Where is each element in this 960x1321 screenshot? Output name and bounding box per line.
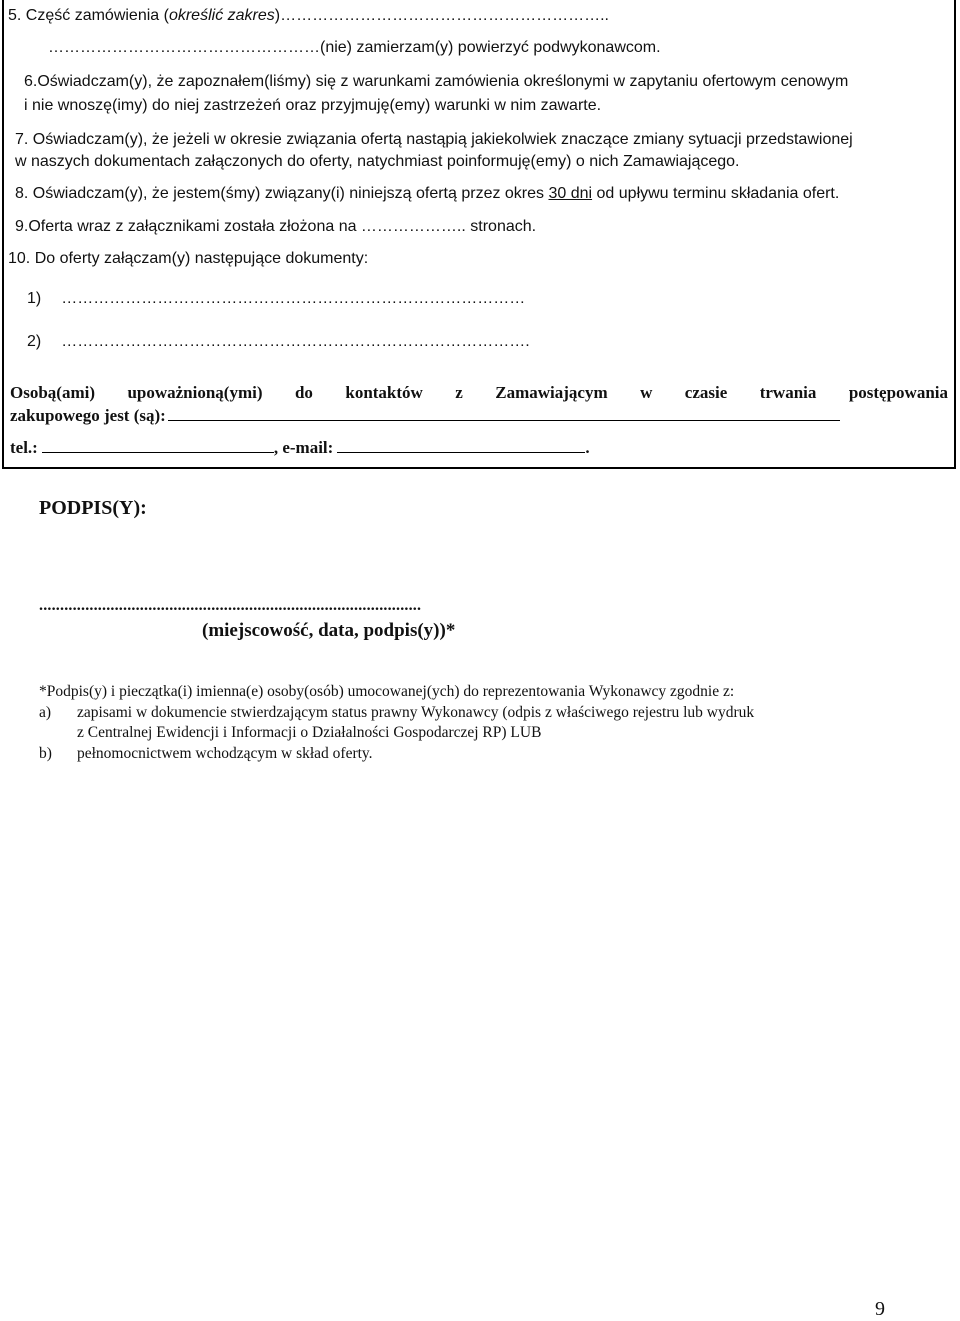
signature-heading: PODPIS(Y):: [39, 497, 147, 519]
contact-line-2: [10, 405, 840, 427]
section-8-line: [15, 184, 839, 204]
section-8-prefix: 8. Oświadczam(y), że jestem(śmy) związany(i) niniejszą ofertą przez okres: [15, 185, 549, 202]
section-5-prefix: 5. Część zamówienia (: [8, 7, 169, 24]
footnote-a-label: a): [39, 704, 52, 721]
section-6-line-2: i nie wnoszę(imy) do niej zastrzeżeń oraz przyjmuję(emy) warunki w nim zawarte.: [24, 97, 602, 114]
footnote-intro: *Podpis(y) i pieczątka(i) imienna(e) osoby(osób) umocowanej(ych) do reprezentowania Wykonawcy zgodnie z:: [39, 683, 735, 700]
signature-dots: ...........................................................................................: [39, 597, 422, 614]
footnote-a-line-1: zapisami w dokumencie stwierdzającym status prawny Wykonawcy (odpis z właściwego rejestru lub wydruk: [77, 704, 755, 721]
contact-end-dot: .: [585, 438, 590, 457]
contact-person-field[interactable]: [168, 406, 840, 421]
contact-line-1-text: Osobą(ami) upoważnioną(ymi) do kontaktów z Zamawiającym w czasie trwania postępowania: [10, 383, 948, 402]
section-5-suffix: )……………………………………………………..: [274, 7, 609, 24]
signature-label: (miejscowość, data, podpis(y))*: [202, 620, 456, 641]
section-7-line-1: 7. Oświadczam(y), że jeżeli w okresie związania ofertą nastąpią jakiekolwiek znaczące zmiany sytuacji przedstawionej: [15, 131, 853, 148]
email-field[interactable]: [337, 438, 585, 453]
section-5-line-1: [8, 6, 609, 26]
section-5-italic: określić zakres: [168, 7, 275, 24]
section-10-line: 10. Do oferty załączam(y) następujące dokumenty:: [8, 250, 369, 267]
attachment-item-1: [27, 289, 525, 309]
section-6-line-1: 6.Oświadczam(y), że zapoznałem(liśmy) się z warunkami zamówienia określonymi w zapytaniu ofertowym cenowym: [24, 73, 849, 90]
attachment-item-1-dots: ……………………………………………………………………………: [61, 290, 526, 307]
tel-label: tel.:: [10, 438, 38, 457]
attachment-item-2-num: 2): [27, 333, 42, 350]
section-8-days: 30 dni: [548, 185, 593, 202]
attachment-item-2-dots: …………………………………………………………………………….: [61, 333, 530, 350]
section-9-line: 9.Oferta wraz z załącznikami została złożona na ……………….. stronach.: [15, 218, 537, 235]
section-5-line-2: ……………………………………………(nie) zamierzam(y) powierzyć podwykonawcom.: [48, 39, 661, 56]
section-8-suffix: od upływu terminu składania ofert.: [592, 185, 840, 202]
footnote-b-label: b): [39, 745, 52, 762]
section-7-line-2: w naszych dokumentach załączonych do oferty, natychmiast poinformuję(emy) o nich Zamawiającego.: [15, 153, 740, 170]
tel-field[interactable]: [42, 438, 274, 453]
attachment-item-2: [27, 332, 530, 352]
footnote-b-text: pełnomocnictwem wchodzącym w skład oferty.: [77, 745, 373, 762]
attachment-item-1-num: 1): [27, 290, 42, 307]
footnote-a-line-2: z Centralnej Ewidencji i Informacji o Działalności Gospodarczej RP) LUB: [77, 724, 542, 741]
contact-line-2-text: zakupowego jest (są):: [10, 406, 166, 425]
contact-line-1: [10, 382, 948, 404]
contact-line-3: [10, 437, 590, 459]
email-label: , e-mail:: [273, 438, 334, 457]
page-number: 9: [875, 1298, 885, 1320]
